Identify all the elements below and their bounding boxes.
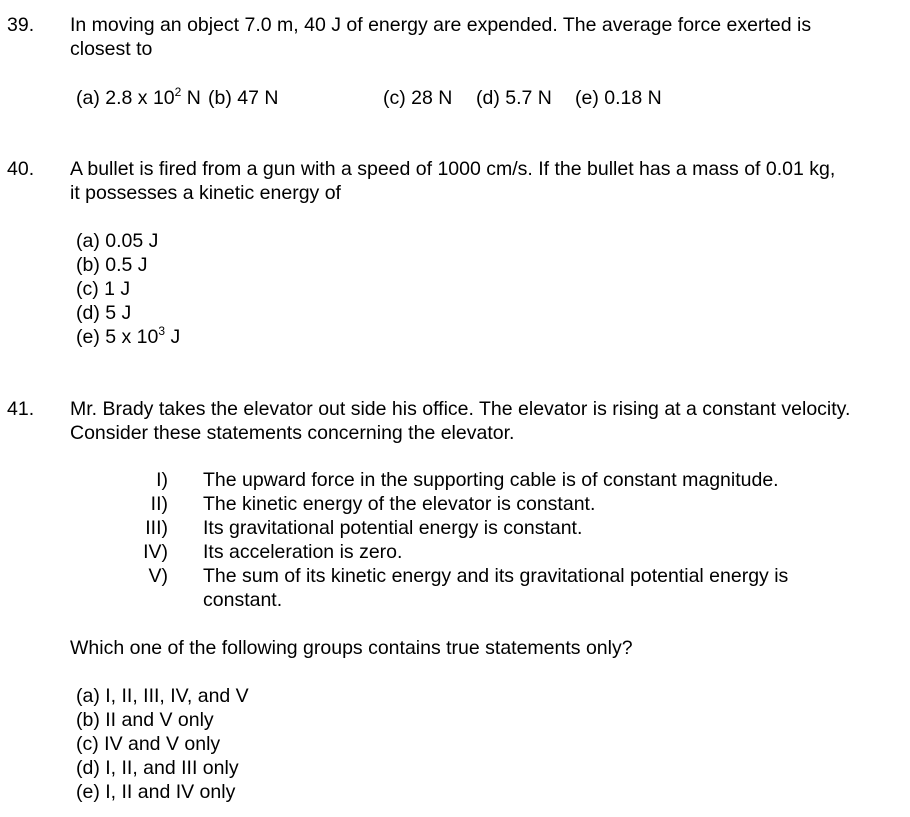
option-e: (e) I, II and IV only (76, 781, 236, 803)
question-text-line: it possesses a kinetic energy of (70, 182, 341, 204)
option-e: (e) 0.18 N (575, 87, 662, 109)
option-a: (a) 0.05 J (76, 230, 159, 252)
question-text (70, 157, 905, 205)
question-text (70, 397, 905, 445)
question-text-line: Mr. Brady takes the elevator out side his office. The elevator is rising at a constant velocity. (70, 398, 851, 420)
statement-numeral: II) (150, 493, 168, 515)
option-d: (d) I, II, and III only (76, 757, 239, 779)
option-b: (b) 0.5 J (76, 254, 148, 276)
statement-item (0, 564, 910, 588)
statement-text: Its gravitational potential energy is constant. (203, 517, 583, 539)
question-text-line: closest to (70, 38, 153, 60)
question-number: 41. (7, 398, 35, 420)
statement-text: The upward force in the supporting cable is of constant magnitude. (203, 469, 779, 491)
statement-item (0, 492, 910, 516)
statement-item (0, 540, 910, 564)
statement-item-continued (0, 588, 910, 612)
option-c: (c) 28 N (383, 87, 453, 109)
question-text (70, 13, 905, 61)
option-e: (e) 5 x $10^3$ J (76, 323, 181, 348)
option-b: (b) 47 N (208, 87, 279, 109)
question-text-line: In moving an object 7.0 m, 40 J of energy are expended. The average force exerted is (70, 14, 812, 36)
statement-text: constant. (203, 589, 283, 611)
question-number: 40. (7, 158, 35, 180)
option-d: (d) 5 J (76, 302, 132, 324)
question-prompt-text: Which one of the following groups contains true statements only? (70, 637, 633, 659)
statement-text: The kinetic energy of the elevator is constant. (203, 493, 596, 515)
options-list (76, 684, 249, 804)
question-text-line: Consider these statements concerning the elevator. (70, 422, 515, 444)
option-d: (d) 5.7 N (476, 87, 552, 109)
statement-item (0, 516, 910, 540)
options-list (76, 229, 180, 349)
option-c: (c) IV and V only (76, 733, 221, 755)
statement-numeral: V) (148, 565, 168, 587)
option-c: (c) 1 J (76, 278, 131, 300)
statement-numeral: IV) (143, 541, 168, 563)
question-text-line: A bullet is fired from a gun with a speed of 1000 cm/s. If the bullet has a mass of 0.01 kg, (70, 158, 836, 180)
option-a: (a) 2.8 x $10^2$ N (76, 84, 201, 109)
statement-text: The sum of its kinetic energy and its gravitational potential energy is (203, 565, 789, 587)
statement-text: Its acceleration is zero. (203, 541, 403, 563)
question-number: 39. (7, 14, 35, 36)
option-a: (a) I, II, III, IV, and V (76, 685, 249, 707)
statement-numeral: III) (145, 517, 168, 539)
option-b: (b) II and V only (76, 709, 214, 731)
question-prompt (70, 636, 905, 660)
statement-numeral: I) (156, 469, 168, 491)
statement-item (0, 468, 910, 492)
